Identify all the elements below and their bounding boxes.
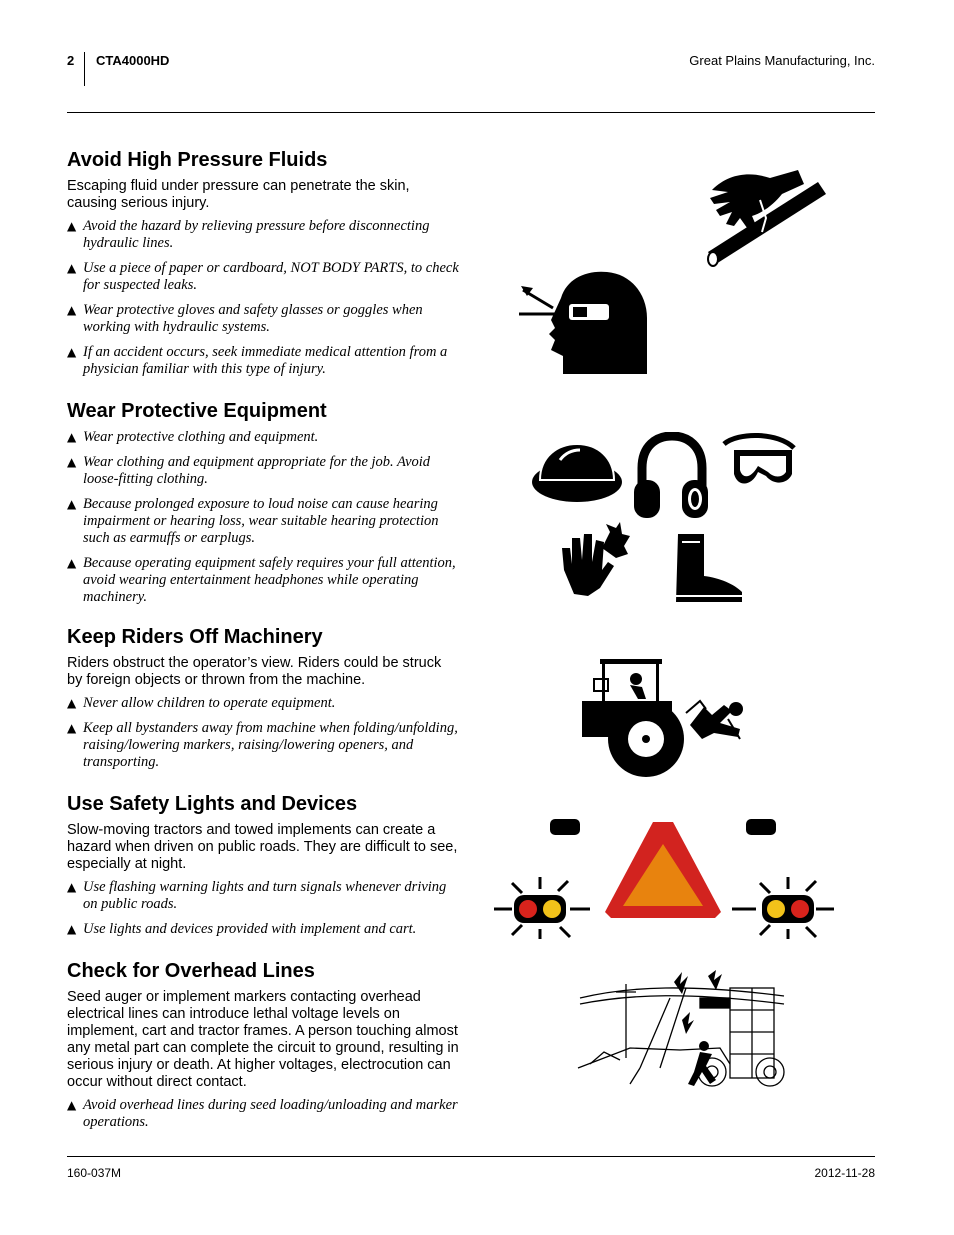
hand-hydraulic-leak-icon <box>700 160 830 270</box>
list-item <box>67 720 459 771</box>
warning-triangle-icon: ▲ <box>67 261 77 275</box>
list-item-text: Use a piece of paper or cardboard, NOT BODY PARTS, to check for suspected leaks. <box>83 260 459 293</box>
list-item <box>67 344 459 378</box>
list-item-text: Avoid overhead lines during seed loading/unloading and marker operations. <box>83 1097 458 1130</box>
list-item <box>67 496 459 547</box>
gloves-icon <box>558 518 633 598</box>
section-intro: Seed auger or implement markers contacting overhead electrical lines can introduce lethal voltage levels on implement, cart and tractor frames. A person touching almost any metal part can complete the circuit to ground, resulting in serious injury or death. At higher voltages, electrocution can occur without direct contact. <box>67 989 459 1090</box>
list-item-text: Use flashing warning lights and turn signals whenever driving on public roads. <box>83 879 447 912</box>
list-item <box>67 454 459 488</box>
warning-triangle-icon: ▲ <box>67 219 77 233</box>
list-item-text: If an accident occurs, seek immediate medical attention from a physician familiar with this type of injury. <box>83 344 448 377</box>
warning-triangle-icon: ▲ <box>67 696 77 710</box>
tractor-rider-fall-icon <box>580 655 755 780</box>
overhead-power-line-hazard-icon <box>570 968 790 1093</box>
warning-triangle-icon: ▲ <box>67 345 77 359</box>
warning-triangle-icon: ▲ <box>67 455 77 469</box>
list-item-text: Never allow children to operate equipment. <box>83 695 336 711</box>
slow-moving-vehicle-emblem-icon <box>603 820 723 920</box>
warning-triangle-icon: ▲ <box>67 497 77 511</box>
section-title: Wear Protective Equipment <box>67 400 327 422</box>
section-title: Use Safety Lights and Devices <box>67 793 358 815</box>
flashing-warning-light-icon <box>728 815 838 940</box>
list-item-text: Wear protective clothing and equipment. <box>83 429 319 445</box>
section-title: Keep Riders Off Machinery <box>67 626 323 648</box>
section-keep-riders-off-machinery <box>67 625 459 779</box>
hard-hat-icon <box>530 440 625 505</box>
section-intro: Slow-moving tractors and towed implements can create a hazard when driven on public roads. They are difficult to see, especially at night. <box>67 822 458 872</box>
list-item <box>67 555 459 606</box>
bullet-list <box>67 879 459 938</box>
bullet-list <box>67 218 459 378</box>
list-item-text: Avoid the hazard by relieving pressure before disconnecting hydraulic lines. <box>83 218 430 251</box>
company-name: Great Plains Manufacturing, Inc. <box>689 53 875 68</box>
list-item <box>67 695 459 712</box>
warning-triangle-icon: ▲ <box>67 922 77 936</box>
section-title: Check for Overhead Lines <box>67 960 315 982</box>
list-item <box>67 921 459 938</box>
bullet-list <box>67 1097 459 1131</box>
section-check-for-overhead-lines <box>67 959 459 1139</box>
bullet-list <box>67 429 459 606</box>
list-item <box>67 218 459 252</box>
list-item <box>67 1097 459 1131</box>
warning-triangle-icon: ▲ <box>67 880 77 894</box>
section-title: Avoid High Pressure Fluids <box>67 149 328 171</box>
list-item <box>67 260 459 294</box>
list-item-text: Keep all bystanders away from machine when folding/unfolding, raising/lowering markers, raising/lowering openers, and transporting. <box>83 720 458 770</box>
bullet-list <box>67 695 459 771</box>
warning-triangle-icon: ▲ <box>67 303 77 317</box>
list-item-text: Use lights and devices provided with implement and cart. <box>83 921 417 937</box>
list-item <box>67 302 459 336</box>
list-item-text: Because prolonged exposure to loud noise can cause hearing impairment or hearing loss, wear suitable hearing protection such as earmuffs or earplugs. <box>83 496 439 546</box>
section-intro: Escaping fluid under pressure can penetrate the skin, causing serious injury. <box>67 178 410 211</box>
goggles-icon <box>718 428 798 493</box>
warning-triangle-icon: ▲ <box>67 721 77 735</box>
section-wear-protective-equipment <box>67 399 459 614</box>
header-rule <box>67 112 875 113</box>
earmuffs-icon <box>632 432 712 522</box>
header-divider <box>84 52 85 86</box>
list-item <box>67 429 459 446</box>
document-number: 160-037M <box>67 1166 122 1180</box>
document-date: 2012-11-28 <box>814 1166 875 1180</box>
section-use-safety-lights-and-devices <box>67 792 459 946</box>
model-name: CTA4000HD <box>96 53 170 68</box>
list-item-text: Wear clothing and equipment appropriate for the job. Avoid loose-fitting clothing. <box>83 454 431 487</box>
warning-triangle-icon: ▲ <box>67 556 77 570</box>
list-item-text: Because operating equipment safely requires your full attention, avoid wearing entertainment headphones while operating machinery. <box>83 555 456 605</box>
section-intro: Riders obstruct the operator’s view. Riders could be struck by foreign objects or thrown from the machine. <box>67 655 442 688</box>
list-item-text: Wear protective gloves and safety glasses or goggles when working with hydraulic systems. <box>83 302 423 335</box>
head-safety-glasses-icon <box>515 268 650 376</box>
section-avoid-high-pressure-fluids <box>67 148 459 386</box>
flashing-warning-light-icon <box>490 815 600 940</box>
list-item <box>67 879 459 913</box>
warning-triangle-icon: ▲ <box>67 1098 77 1112</box>
page-number: 2 <box>67 53 75 68</box>
warning-triangle-icon: ▲ <box>67 430 77 444</box>
safety-boot-icon <box>672 530 747 605</box>
footer-rule <box>67 1156 875 1157</box>
